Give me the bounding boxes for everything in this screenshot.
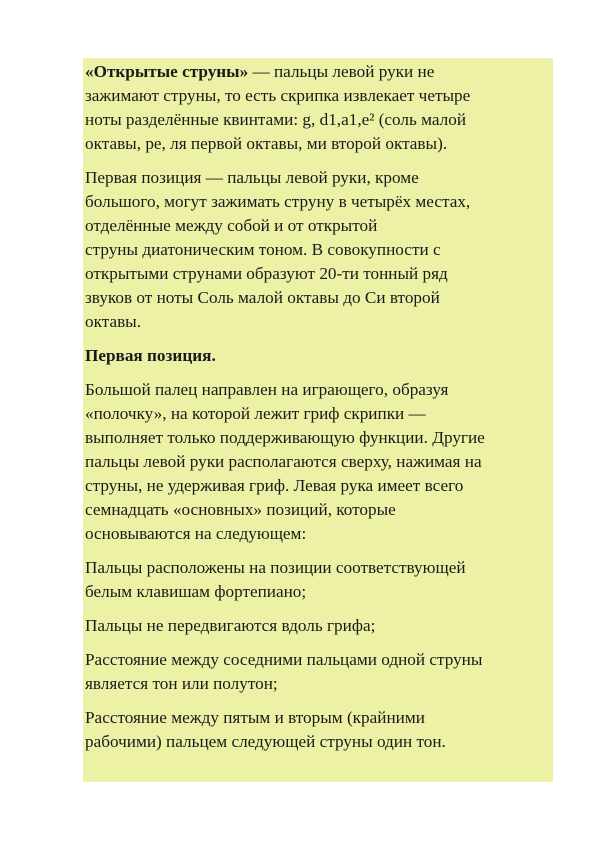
paragraph-rule-no-sliding: Пальцы не передвигаются вдоль грифа; [85,616,376,635]
paragraph-rule-white-keys: Пальцы расположены на позиции соответствующей белым клавишам фортепиано; [85,558,466,601]
document-body [85,60,555,764]
paragraph-first-position-intro: Первая позиция — пальцы левой руки, кроме большого, могут зажимать струну в четырёх местах, отделённые между собой и от открытой струны диатоническим тоном. В совокупности с открытыми струнами образуют 20-ти тонный ряд звуков от ноты Соль малой октавы до Си второй октавы. [85,168,471,331]
paragraph-open-strings [85,60,555,156]
paragraph-thumb-description: Большой палец направлен на играющего, образуя «полочку», на которой лежит гриф скрипки — выполняет только поддерживающую функции. Другие пальцы левой руки располагаются сверху, нажимая на струны, не удерживая гриф. Левая рука имеет всего семнадцать «основных» позиций, которые основываются на следующем: [85,380,485,543]
paragraph-rule-tone-semitone: Расстояние между соседними пальцами одной струны является тон или полутон; [85,650,483,693]
open-strings-definition: — пальцы левой руки не зажимают струны, то есть скрипка извлекает четыре ноты разделённые квинтами: g, d1,a1,e² (соль малой октавы, ре, ля первой октавы, ми второй октавы). [85,62,471,153]
section-heading-first-position: Первая позиция. [85,346,216,365]
open-strings-term: «Открытые струны» [85,62,249,81]
paragraph-rule-fifth-second: Расстояние между пятым и вторым (крайними рабочими) пальцем следующей струны один тон. [85,708,446,751]
